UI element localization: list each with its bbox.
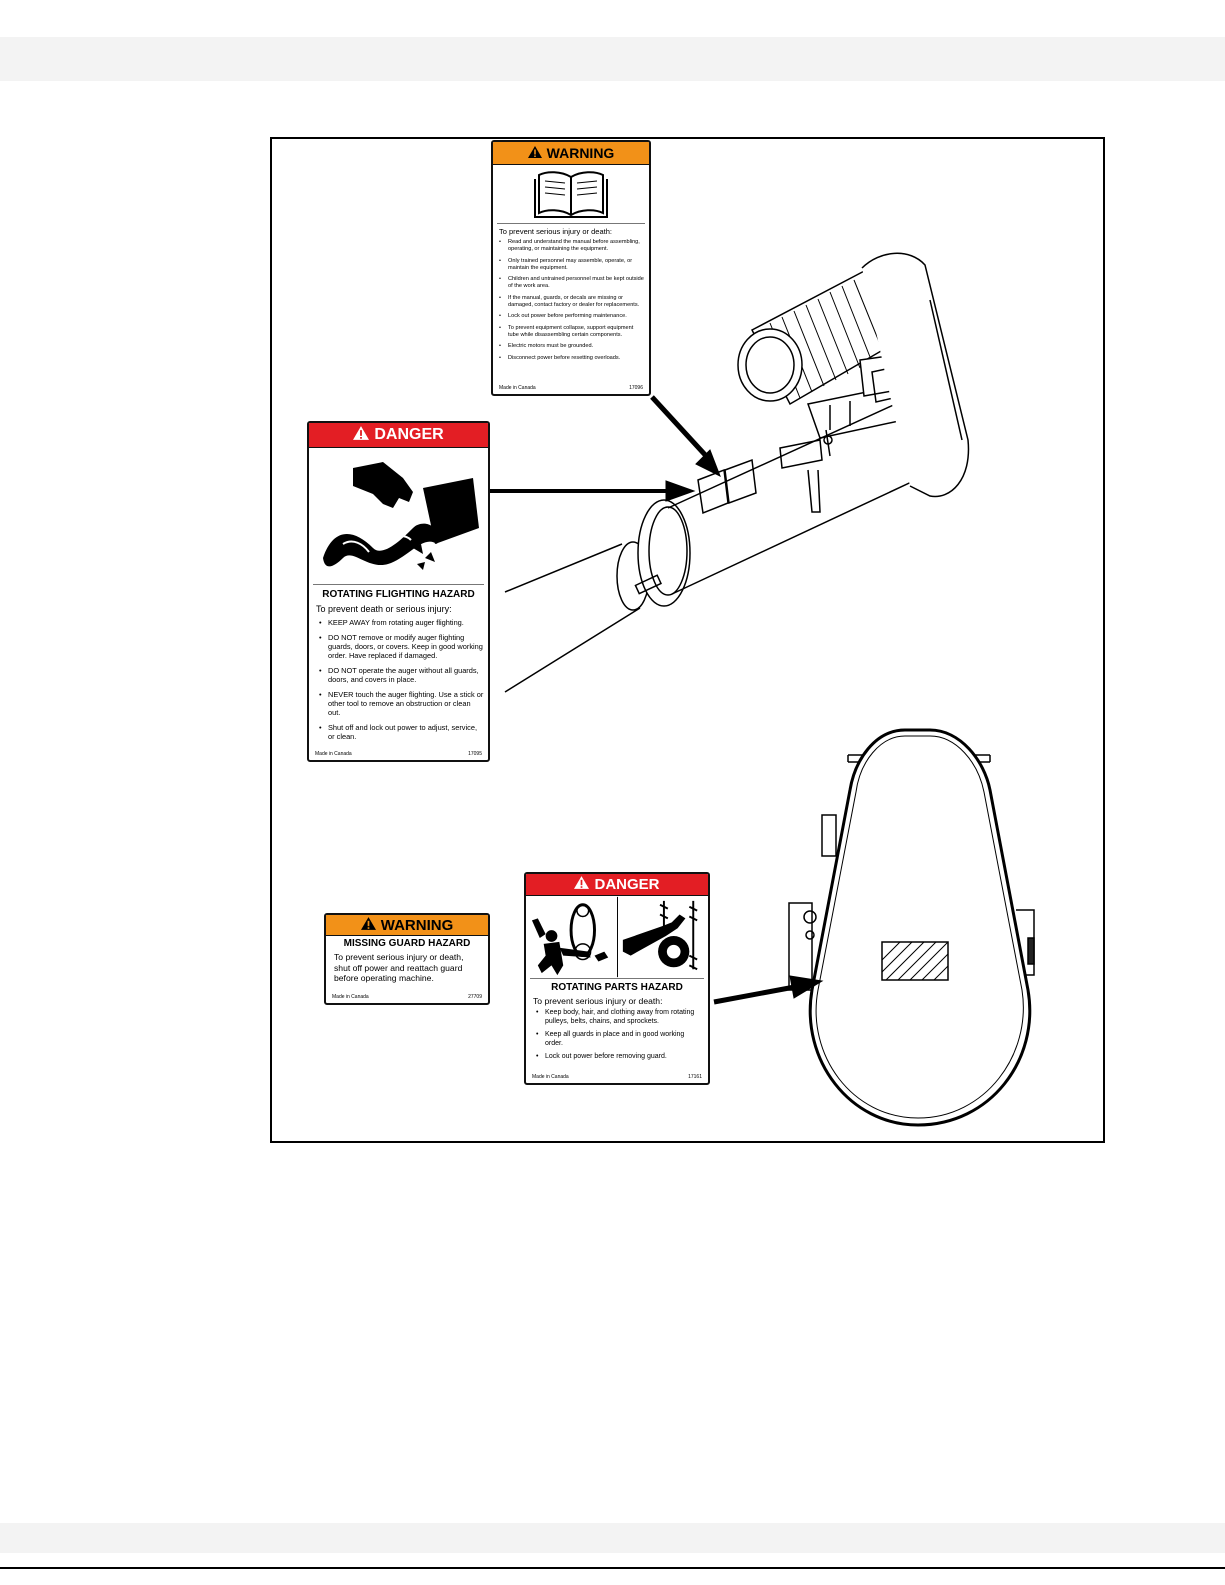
belt-entanglement-icon xyxy=(530,896,617,978)
alert-triangle-icon xyxy=(528,145,542,161)
list-item: • To prevent equipment collapse, support equipment tube while disassembling certain components. xyxy=(499,325,645,340)
danger-header-label: DANGER xyxy=(374,426,444,443)
list-item: • Children and untrained personnel must be kept outside of the work area. xyxy=(499,276,645,291)
alert-triangle-icon xyxy=(361,917,376,934)
hazard-title: MISSING GUARD HAZARD xyxy=(343,938,471,949)
list-item: • DO NOT operate the auger without all guards, doors, and covers in place. xyxy=(319,666,484,684)
decal-code: 17161 xyxy=(688,1074,702,1080)
list-item: • Disconnect power before resetting overloads. xyxy=(499,355,645,362)
hazard-title: ROTATING FLIGHTING HAZARD xyxy=(322,589,475,600)
warning-lead-text: To prevent serious injury or death: xyxy=(499,227,612,236)
chain-sprocket-entanglement-icon xyxy=(617,896,704,978)
danger-header xyxy=(309,423,488,448)
warning-missing-guard-decal xyxy=(324,913,490,1005)
list-item: • Keep body, hair, and clothing away from rotating pulleys, belts, chains, and sprockets. xyxy=(536,1009,704,1026)
danger-rotating-parts-decal xyxy=(524,872,710,1085)
decal-footer xyxy=(332,994,482,1000)
list-item: • DO NOT remove or modify auger flighting guards, doors, or covers. Keep in good working order. Have replaced if damaged. xyxy=(319,633,484,660)
hazard-title: ROTATING PARTS HAZARD xyxy=(551,982,683,993)
decal-code: 17096 xyxy=(629,385,643,391)
warning-header-label: WARNING xyxy=(380,916,454,934)
made-in-label: Made in Canada xyxy=(315,751,352,757)
danger-header-label: DANGER xyxy=(594,876,660,893)
auger-hand-hazard-icon xyxy=(313,448,484,585)
warning-items-list xyxy=(493,239,649,362)
made-in-label: Made in Canada xyxy=(332,994,369,1000)
manual-book-icon xyxy=(497,165,645,224)
danger-lead-text: To prevent serious injury or death: xyxy=(533,996,663,1006)
warning-header xyxy=(326,915,488,936)
list-item: • Lock out power before performing maintenance. xyxy=(499,313,645,320)
danger-items-list xyxy=(526,1009,708,1062)
list-item: • Electric motors must be grounded. xyxy=(499,343,645,350)
danger-flighting-decal xyxy=(307,421,490,762)
decal-footer xyxy=(532,1074,702,1080)
warning-header-label: WARNING xyxy=(546,145,615,161)
decal-footer xyxy=(315,751,482,757)
danger-header xyxy=(526,874,708,896)
decal-footer xyxy=(499,385,643,391)
list-item: • If the manual, guards, or decals are missing or damaged, contact factory or dealer for replacements. xyxy=(499,295,645,310)
alert-triangle-icon xyxy=(574,876,589,893)
decal-code: 17095 xyxy=(468,751,482,757)
decal-code: 27709 xyxy=(468,994,482,1000)
danger-items-list xyxy=(309,618,488,741)
entanglement-hazard-icons xyxy=(530,896,704,979)
list-item: • Only trained personnel may assemble, operate, or maintain the equipment. xyxy=(499,258,645,273)
made-in-label: Made in Canada xyxy=(532,1074,569,1080)
warning-manual-decal xyxy=(491,140,651,396)
list-item: • KEEP AWAY from rotating auger flighting. xyxy=(319,618,484,627)
list-item: • Shut off and lock out power to adjust, service, or clean. xyxy=(319,723,484,741)
alert-triangle-icon xyxy=(353,426,369,445)
danger-lead-text: To prevent death or serious injury: xyxy=(316,604,452,614)
list-item: • Read and understand the manual before assembling, operating, or maintaining the equipment. xyxy=(499,239,645,254)
list-item: • Keep all guards in place and in good working order. xyxy=(536,1031,704,1048)
list-item: • Lock out power before removing guard. xyxy=(536,1053,704,1062)
warning-body-text: To prevent serious injury or death, shut off power and reattach guard before operating machine. xyxy=(334,952,464,983)
warning-header xyxy=(493,142,649,165)
list-item: • NEVER touch the auger flighting. Use a stick or other tool to remove an obstruction or clean out. xyxy=(319,690,484,717)
made-in-label: Made in Canada xyxy=(499,385,536,391)
